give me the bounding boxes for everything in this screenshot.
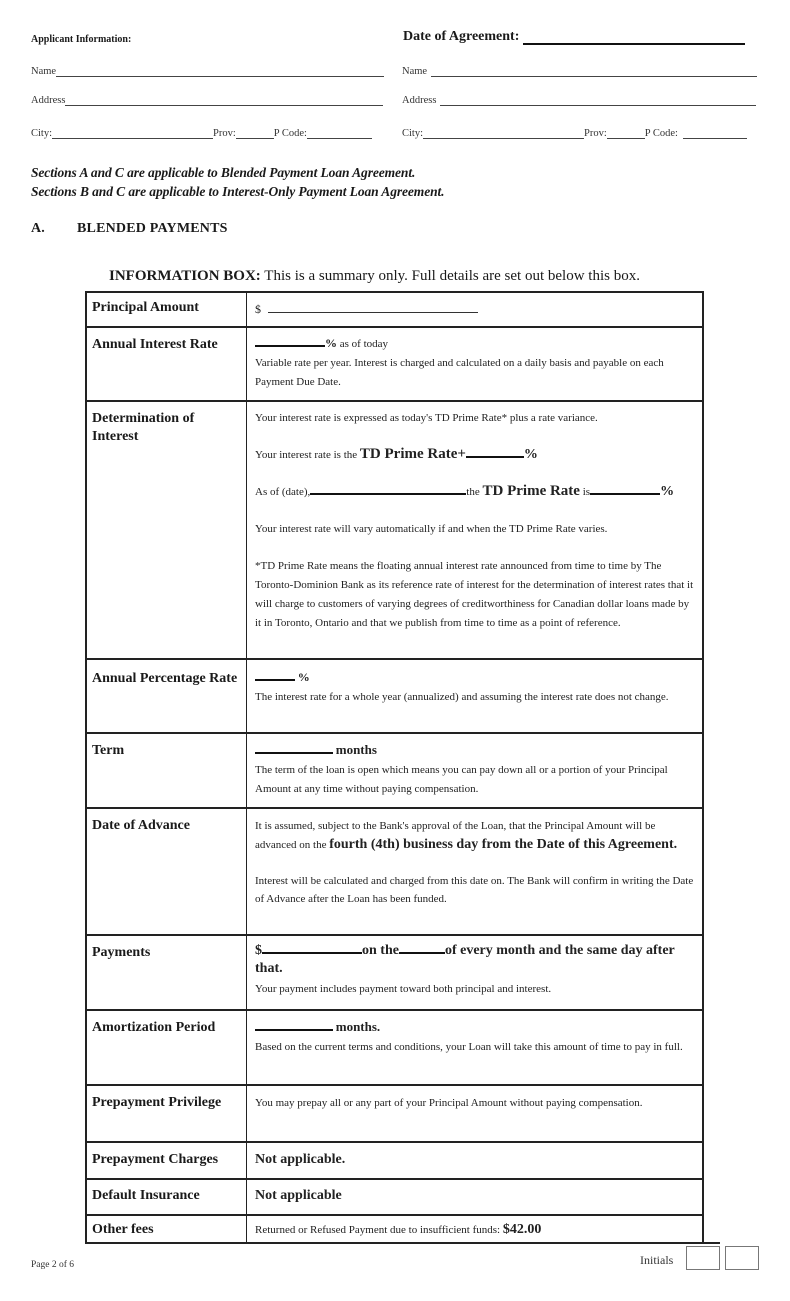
term-cell (247, 734, 702, 807)
principal-currency: $ (255, 302, 261, 316)
applicant-info-heading: Applicant Information: (31, 34, 132, 45)
applicant-prov-field[interactable] (236, 129, 274, 139)
td-prime-rate-field[interactable] (590, 483, 660, 495)
td-prime-rate-footnote: *TD Prime Rate means the floating annual interest rate announced from time to time by The Toronto-Dominion Bank as its reference rate of interest for the determination of interest rates that it will charge to customers of varying degrees of creditworthiness for Canadian dollar loans made by it in Toronto, Ontario and that we publish from time to time as a point of reference. (255, 560, 694, 629)
term-unit: months (335, 742, 377, 757)
co-applicant-prov-label: Prov: (584, 128, 607, 139)
co-applicant-city-field[interactable] (423, 129, 584, 139)
amortization-description: Based on the current terms and conditions, your Loan will take this amount of time to pay in full. (255, 1041, 683, 1053)
apr-field[interactable] (255, 669, 295, 681)
other-fees-label: Other fees (87, 1216, 247, 1242)
row-annual-percentage-rate (87, 660, 702, 734)
the-text: the (466, 486, 483, 498)
information-box-table (85, 291, 704, 1244)
prepayment-privilege-cell (247, 1086, 702, 1141)
date-of-advance-text: It is assumed, subject to the Bank's approval of the Loan, that the Principal Amount will be advanced on the (255, 820, 656, 851)
row-annual-interest-rate (87, 328, 702, 402)
amortization-unit: months. (335, 1019, 381, 1034)
row-determination-of-interest (87, 402, 702, 660)
applicability-note-2: Sections B and C are applicable to Interest-Only Payment Loan Agreement. (31, 184, 445, 199)
td-prime-rate-label: TD Prime Rate (482, 483, 580, 499)
term-field[interactable] (255, 742, 333, 754)
applicant-address-field[interactable] (65, 96, 383, 106)
date-of-advance-cell (247, 809, 702, 934)
determination-line-1: Your interest rate is expressed as today's TD Prime Rate* plus a rate variance. (255, 412, 598, 424)
determination-of-interest-label: Determination of Interest (87, 402, 247, 658)
co-applicant-address-row (402, 92, 756, 106)
date-of-advance-description: Interest will be calculated and charged from this date on. The Bank will confirm in writing the Date of Advance after the Loan has been funded. (255, 875, 694, 905)
as-of-date-field[interactable] (310, 483, 466, 495)
initials-label: Initials (640, 1253, 674, 1267)
initials-box-1[interactable] (686, 1246, 720, 1270)
amortization-field[interactable] (255, 1019, 333, 1031)
prepayment-privilege-description: You may prepay all or any part of your Principal Amount without paying compensation. (255, 1097, 643, 1109)
applicant-prov-label: Prov: (213, 128, 236, 139)
applicant-address-row (31, 92, 383, 106)
payment-amount-field[interactable] (262, 942, 362, 954)
row-other-fees (87, 1216, 702, 1244)
row-principal-amount (87, 293, 702, 328)
amortization-period-cell (247, 1011, 702, 1084)
default-insurance-cell (247, 1180, 702, 1214)
co-applicant-city-label: City: (402, 128, 424, 139)
row-amortization-period (87, 1011, 702, 1086)
percent-sign: % (297, 670, 310, 684)
prepayment-charges-cell (247, 1143, 702, 1178)
co-applicant-address-label: Address (402, 95, 437, 106)
as-of-date-label: As of (date), (255, 486, 311, 498)
prepayment-charges-value: Not applicable. (255, 1152, 346, 1167)
percent-sign: % (325, 336, 337, 350)
row-default-insurance (87, 1180, 702, 1216)
annual-interest-rate-cell (247, 328, 702, 400)
applicant-name-label: Name (31, 66, 57, 77)
other-fees-description: Returned or Refused Payment due to insufficient funds: (255, 1224, 503, 1236)
applicant-pcode-field[interactable] (307, 129, 372, 139)
information-box-label: INFORMATION BOX: (109, 268, 261, 284)
determination-of-interest-cell (247, 402, 702, 658)
co-applicant-name-label: Name (402, 66, 428, 77)
annual-interest-rate-label: Annual Interest Rate (87, 328, 247, 400)
prepayment-privilege-label: Prepayment Privilege (87, 1086, 247, 1141)
determination-line-4: Your interest rate will vary automatically if and when the TD Prime Rate varies. (255, 523, 608, 535)
term-description: The term of the loan is open which means you can pay down all or a portion of your Principal Amount at any time without paying compensation. (255, 764, 668, 795)
percent-sign: % (523, 447, 538, 462)
payments-rest-text: of every month and the same day after that. (255, 943, 675, 976)
annual-interest-rate-description: Variable rate per year. Interest is charged and calculated on a daily basis and payable on each Payment Due Date. (255, 357, 664, 388)
td-prime-rate-plus: TD Prime Rate+ (359, 446, 466, 462)
rate-variance-field[interactable] (466, 446, 524, 458)
row-payments (87, 936, 702, 1011)
determination-line-2 (255, 445, 694, 465)
annual-interest-rate-field[interactable] (255, 335, 325, 347)
applicant-address-label: Address (31, 95, 66, 106)
applicant-city-label: City: (31, 128, 53, 139)
information-box-title (109, 268, 640, 285)
payments-cell (247, 936, 702, 1009)
apr-label: Annual Percentage Rate (87, 660, 247, 732)
date-of-agreement (403, 29, 745, 45)
date-of-advance-label: Date of Advance (87, 809, 247, 934)
co-applicant-pcode-label: P Code: (644, 128, 678, 139)
date-of-advance-bold: fourth (4th) business day from the Date of this Agreement. (329, 837, 678, 852)
principal-amount-label: Principal Amount (87, 293, 247, 326)
date-of-agreement-label: Date of Agreement: (403, 29, 520, 44)
apr-cell (247, 660, 702, 732)
applicant-name-field[interactable] (56, 67, 384, 77)
percent-sign: % (660, 484, 675, 499)
payments-description: Your payment includes payment toward both principal and interest. (255, 983, 552, 995)
on-the-text: on the (362, 943, 399, 958)
applicant-city-row (31, 125, 372, 139)
information-box-subtitle: This is a summary only. Full details are set out below this box. (260, 268, 640, 284)
applicant-name-row (31, 63, 384, 77)
term-label: Term (87, 734, 247, 807)
row-term (87, 734, 702, 809)
initials-box-2[interactable] (725, 1246, 759, 1270)
co-applicant-prov-field[interactable] (607, 129, 645, 139)
payments-currency: $ (255, 943, 262, 958)
line2-prefix: Your interest rate is the (255, 449, 360, 461)
row-prepayment-privilege (87, 1086, 702, 1143)
other-fees-cell (247, 1216, 702, 1242)
section-title: BLENDED PAYMENTS (77, 221, 228, 236)
as-of-today-text: as of today (337, 338, 389, 350)
page-number: Page 2 of 6 (31, 1260, 75, 1270)
payment-day-field[interactable] (399, 942, 445, 954)
co-applicant-name-row (402, 63, 757, 77)
date-of-agreement-field[interactable] (523, 31, 745, 45)
co-applicant-address-field[interactable] (440, 96, 756, 106)
co-applicant-pcode-field[interactable] (683, 129, 747, 139)
principal-amount-field[interactable] (268, 301, 478, 313)
default-insurance-value: Not applicable (255, 1188, 342, 1203)
determination-line-3 (255, 482, 694, 502)
co-applicant-name-field[interactable] (431, 67, 757, 77)
section-number: A. (31, 221, 46, 236)
prepayment-charges-label: Prepayment Charges (87, 1143, 247, 1178)
section-heading (31, 221, 228, 237)
row-date-of-advance (87, 809, 702, 936)
table-bottom-extension (704, 1242, 720, 1244)
co-applicant-city-row (402, 125, 747, 139)
applicant-pcode-label: P Code: (273, 128, 307, 139)
amortization-period-label: Amortization Period (87, 1011, 247, 1084)
applicability-note-1: Sections A and C are applicable to Blended Payment Loan Agreement. (31, 165, 416, 180)
is-text: is (579, 486, 591, 498)
applicant-city-field[interactable] (52, 129, 213, 139)
nsf-fee-amount: $42.00 (502, 1222, 542, 1237)
principal-amount-cell (247, 293, 702, 326)
default-insurance-label: Default Insurance (87, 1180, 247, 1214)
payments-label: Payments (87, 936, 247, 1009)
apr-description: The interest rate for a whole year (annualized) and assuming the interest rate does not change. (255, 691, 669, 703)
row-prepayment-charges (87, 1143, 702, 1180)
